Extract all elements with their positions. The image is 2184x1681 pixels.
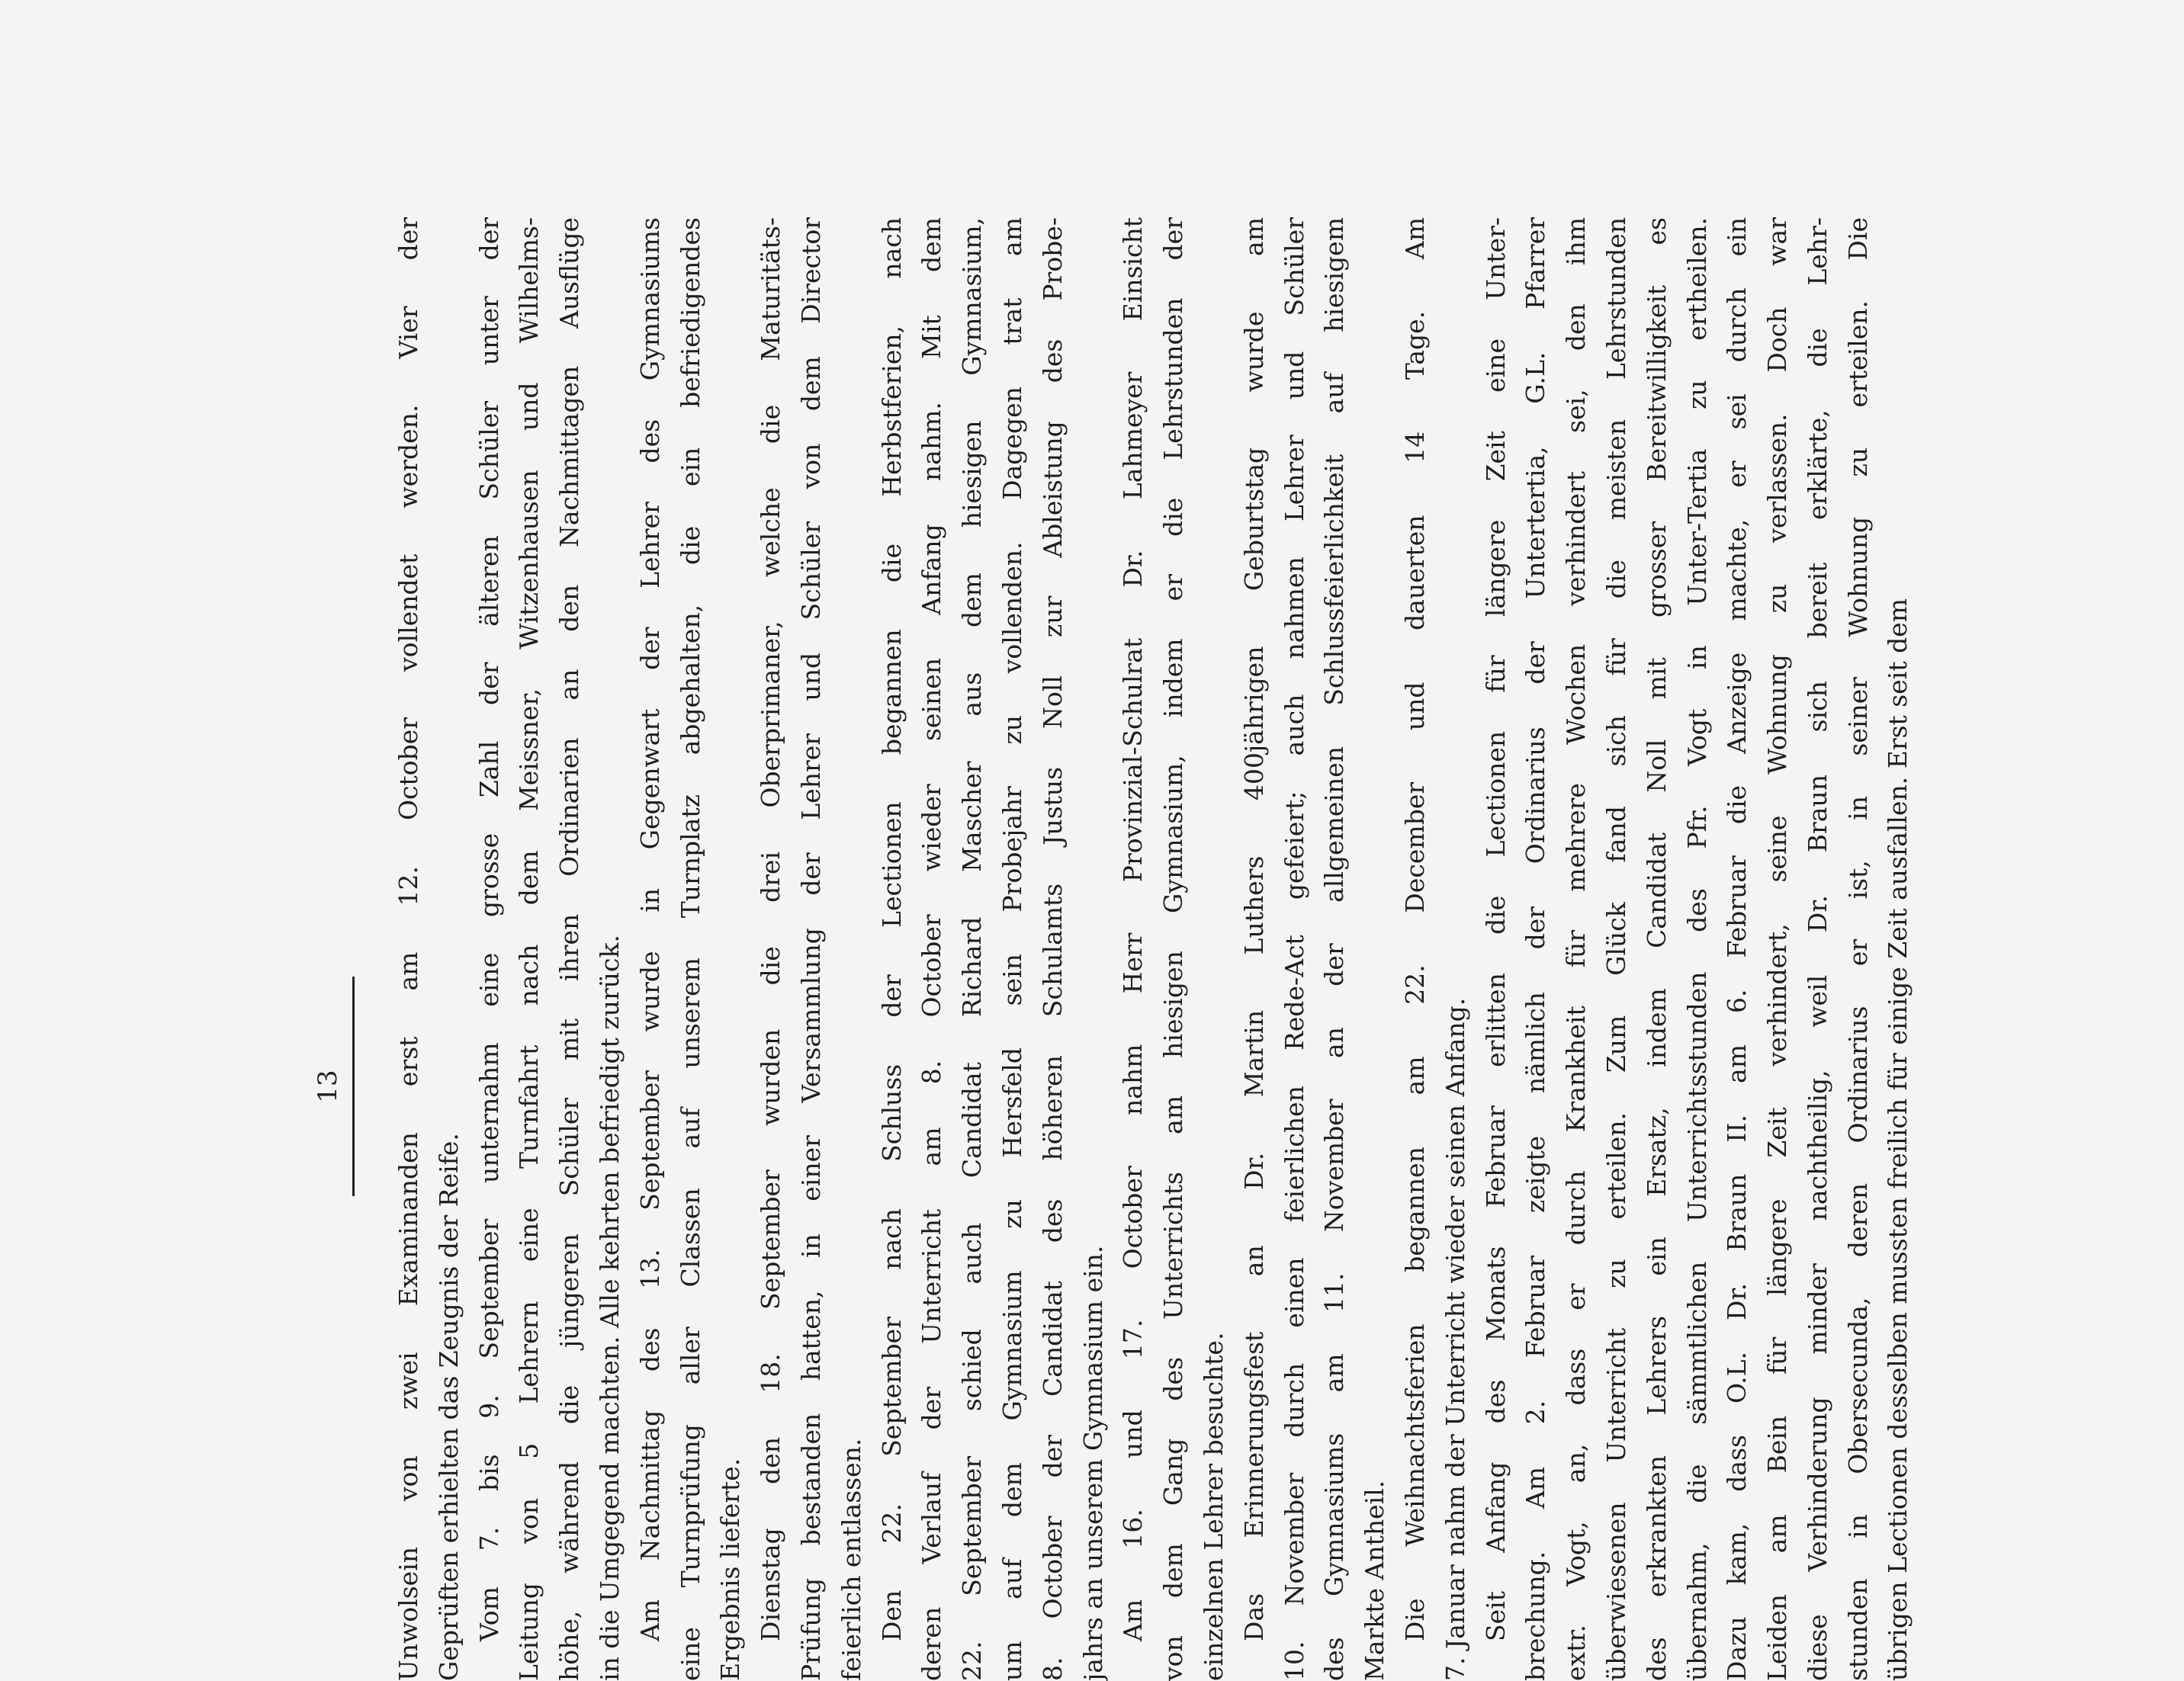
rotated-document-page bbox=[282, 217, 2036, 1681]
text-line: diese Verhinderung minder nachtheilig, weil Dr. Braun sich bereit erklärte, die Lehr- bbox=[1802, 217, 1832, 1681]
text-line: 8. October der Candidat des höheren Schulamts Justus Noll zur Ableistung des Probe- bbox=[1037, 217, 1068, 1681]
header-rule bbox=[352, 977, 355, 1196]
text-line: Prüfung bestanden hatten, in einer Versammlung der Lehrer und Schüler von dem Director bbox=[795, 217, 826, 1681]
text-line: 10. November durch einen feierlichen Rede-Act gefeiert; auch nahmen Lehrer und Schüler bbox=[1279, 217, 1309, 1681]
paragraph bbox=[872, 217, 1114, 1681]
text-line: stunden in Obersecunda, deren Ordinarius er ist, in seiner Wohnung zu erteilen. Die bbox=[1842, 217, 1873, 1681]
text-line: Geprüften erhielten das Zeugnis der Reife. bbox=[433, 1133, 464, 1681]
text-line: übernahm, die sämmtlichen Unterrichtsstunden des Pfr. Vogt in Unter-Tertia zu ertheilen. bbox=[1681, 217, 1712, 1681]
text-line: Unwolsein von zwei Examinanden erst am 12. October vollendet werden. Vier der bbox=[393, 217, 423, 1681]
text-line: Leiden am Bein für längere Zeit verhindert, seine Wohnung zu verlassen. Doch war bbox=[1762, 217, 1793, 1681]
text-line: Das Erinnerungsfest an Dr. Martin Luthers 400jährigen Geburtstag wurde am bbox=[1238, 217, 1269, 1641]
text-line: höhe, während die jüngeren Schüler mit ihren Ordinarien an den Nachmittagen Ausflüge bbox=[554, 217, 585, 1681]
text-line: Dienstag den 18. September wurden die drei Oberprimaner, welche die Maturitäts- bbox=[756, 217, 786, 1641]
text-line: übrigen Lectionen desselben mussten freilich für einige Zeit ausfallen. Erst seit dem bbox=[1883, 598, 1913, 1681]
body-text bbox=[389, 217, 1919, 1681]
text-line: um auf dem Gymnasium zu Hersfeld sein Probejahr zu vollenden. Dagegen trat am bbox=[997, 217, 1027, 1681]
text-line: überwiesenen Unterricht zu erteilen. Zum Glück fand sich für die meisten Lehrstunden bbox=[1601, 217, 1631, 1681]
text-line: Den 22. September nach Schluss der Lectionen begannen die Herbstferien, nach bbox=[876, 217, 907, 1641]
text-line: extr. Vogt, an, dass er durch Krankheit für mehrere Wochen verhindert sei, den ihm bbox=[1561, 217, 1591, 1681]
paragraph bbox=[470, 217, 631, 1681]
text-line: des Gymnasiums am 11. November an der allgemeinen Schlussfeierlichkeit auf hiesigem bbox=[1319, 217, 1350, 1681]
text-line: jahrs an unserem Gymnasium ein. bbox=[1078, 1245, 1108, 1681]
text-line: 22. September schied auch Candidat Richard Mascher aus dem hiesigen Gymnasium, bbox=[957, 217, 988, 1681]
paragraph bbox=[1113, 217, 1234, 1681]
paragraph bbox=[1396, 217, 1476, 1681]
text-line: 7. Januar nahm der Unterricht wieder seinen Anfang. bbox=[1440, 997, 1470, 1681]
text-line: Dazu kam, dass O.L. Dr. Braun II. am 6. Februar die Anzeige machte, er sei durch ein bbox=[1722, 217, 1752, 1681]
text-line: eine Turnprüfung aller Classen auf unserem Turnplatz abgehalten, die ein befriedigendes bbox=[675, 217, 705, 1681]
paragraph bbox=[1476, 217, 1919, 1681]
text-line: feierlich entlassen. bbox=[836, 1438, 866, 1681]
paragraph bbox=[751, 217, 872, 1681]
page-number: 13 bbox=[313, 1070, 343, 1103]
text-line: einzelnen Lehrer besuchte. bbox=[1198, 1332, 1228, 1681]
text-line: Markte Antheil. bbox=[1360, 1480, 1390, 1681]
text-line: von dem Gang des Unterrichts am hiesigen Gymnasium, indem er die Lehrstunden der bbox=[1158, 217, 1189, 1681]
text-line: des erkrankten Lehrers ein Ersatz, indem Candidat Noll mit grosser Bereitwilligkeit es bbox=[1641, 217, 1672, 1681]
text-line: Am Nachmittag des 13. September wurde in Gegenwart der Lehrer des Gymnasiums bbox=[634, 217, 665, 1641]
text-line: in die Umgegend machten. Alle kehrten befriedigt zurück. bbox=[594, 935, 625, 1681]
text-line: Leitung von 5 Lehrern eine Turnfahrt nach dem Meissner, Witzenhausen und Wilhelms- bbox=[514, 217, 544, 1681]
paragraph bbox=[389, 217, 470, 1681]
paragraph bbox=[631, 217, 751, 1681]
text-line: brechung. Am 2. Februar zeigte nämlich der Ordinarius der Untertertia, G.L. Pfarrer bbox=[1521, 217, 1551, 1681]
text-line: Vom 7. bis 9. September unternahm eine grosse Zahl der älteren Schüler unter der bbox=[474, 217, 504, 1641]
text-line: Seit Anfang des Monats Februar erlitten die Lectionen für längere Zeit eine Unter- bbox=[1480, 217, 1511, 1641]
text-line: Am 16. und 17. October nahm Herr Provinzial-Schulrat Dr. Lahmeyer Einsicht bbox=[1118, 217, 1148, 1641]
paragraph bbox=[1235, 217, 1396, 1681]
text-line: deren Verlauf der Unterricht am 8. October wieder seinen Anfang nahm. Mit dem bbox=[917, 217, 947, 1681]
text-line: Ergebnis lieferte. bbox=[715, 1458, 746, 1681]
text-line: Die Weihnachtsferien begannen am 22. December und dauerten 14 Tage. Am bbox=[1399, 217, 1430, 1641]
